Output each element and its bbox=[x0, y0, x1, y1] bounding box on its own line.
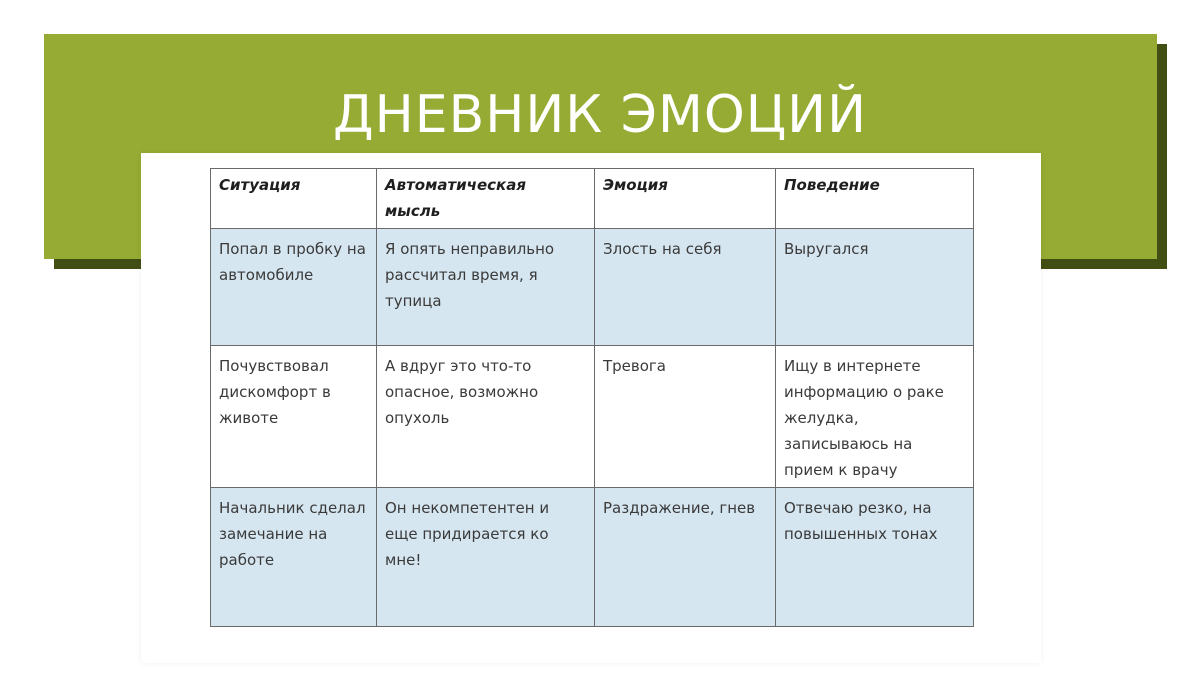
table-row bbox=[211, 488, 974, 627]
slide-title: ДНЕВНИК ЭМОЦИЙ bbox=[333, 85, 867, 145]
table-row bbox=[211, 229, 974, 346]
table-card bbox=[141, 153, 1041, 663]
cell-emotion: Злость на себя bbox=[595, 229, 776, 346]
cell-situation: Начальник сделал замечание на работе bbox=[211, 488, 377, 627]
header-automatic-thought: Автоматическая мысль bbox=[377, 169, 595, 229]
table-row bbox=[211, 346, 974, 488]
cell-behavior: Отвечаю резко, на повышенных тонах bbox=[776, 488, 974, 627]
table-header-row bbox=[211, 169, 974, 229]
header-situation: Ситуация bbox=[211, 169, 377, 229]
header-emotion: Эмоция bbox=[595, 169, 776, 229]
cell-emotion: Тревога bbox=[595, 346, 776, 488]
cell-behavior: Выругался bbox=[776, 229, 974, 346]
cell-thought: Я опять неправильно рассчитал время, я тупица bbox=[377, 229, 595, 346]
cell-thought: Он некомпетентен и еще придирается ко мне! bbox=[377, 488, 595, 627]
cell-behavior: Ищу в интернете информацию о раке желудка, записываюсь на прием к врачу bbox=[776, 346, 974, 488]
cell-thought: А вдруг это что-то опасное, возможно опухоль bbox=[377, 346, 595, 488]
cell-situation: Почувствовал дискомфорт в животе bbox=[211, 346, 377, 488]
header-behavior: Поведение bbox=[776, 169, 974, 229]
cell-situation: Попал в пробку на автомобиле bbox=[211, 229, 377, 346]
emotion-diary-table bbox=[210, 168, 974, 627]
cell-emotion: Раздражение, гнев bbox=[595, 488, 776, 627]
